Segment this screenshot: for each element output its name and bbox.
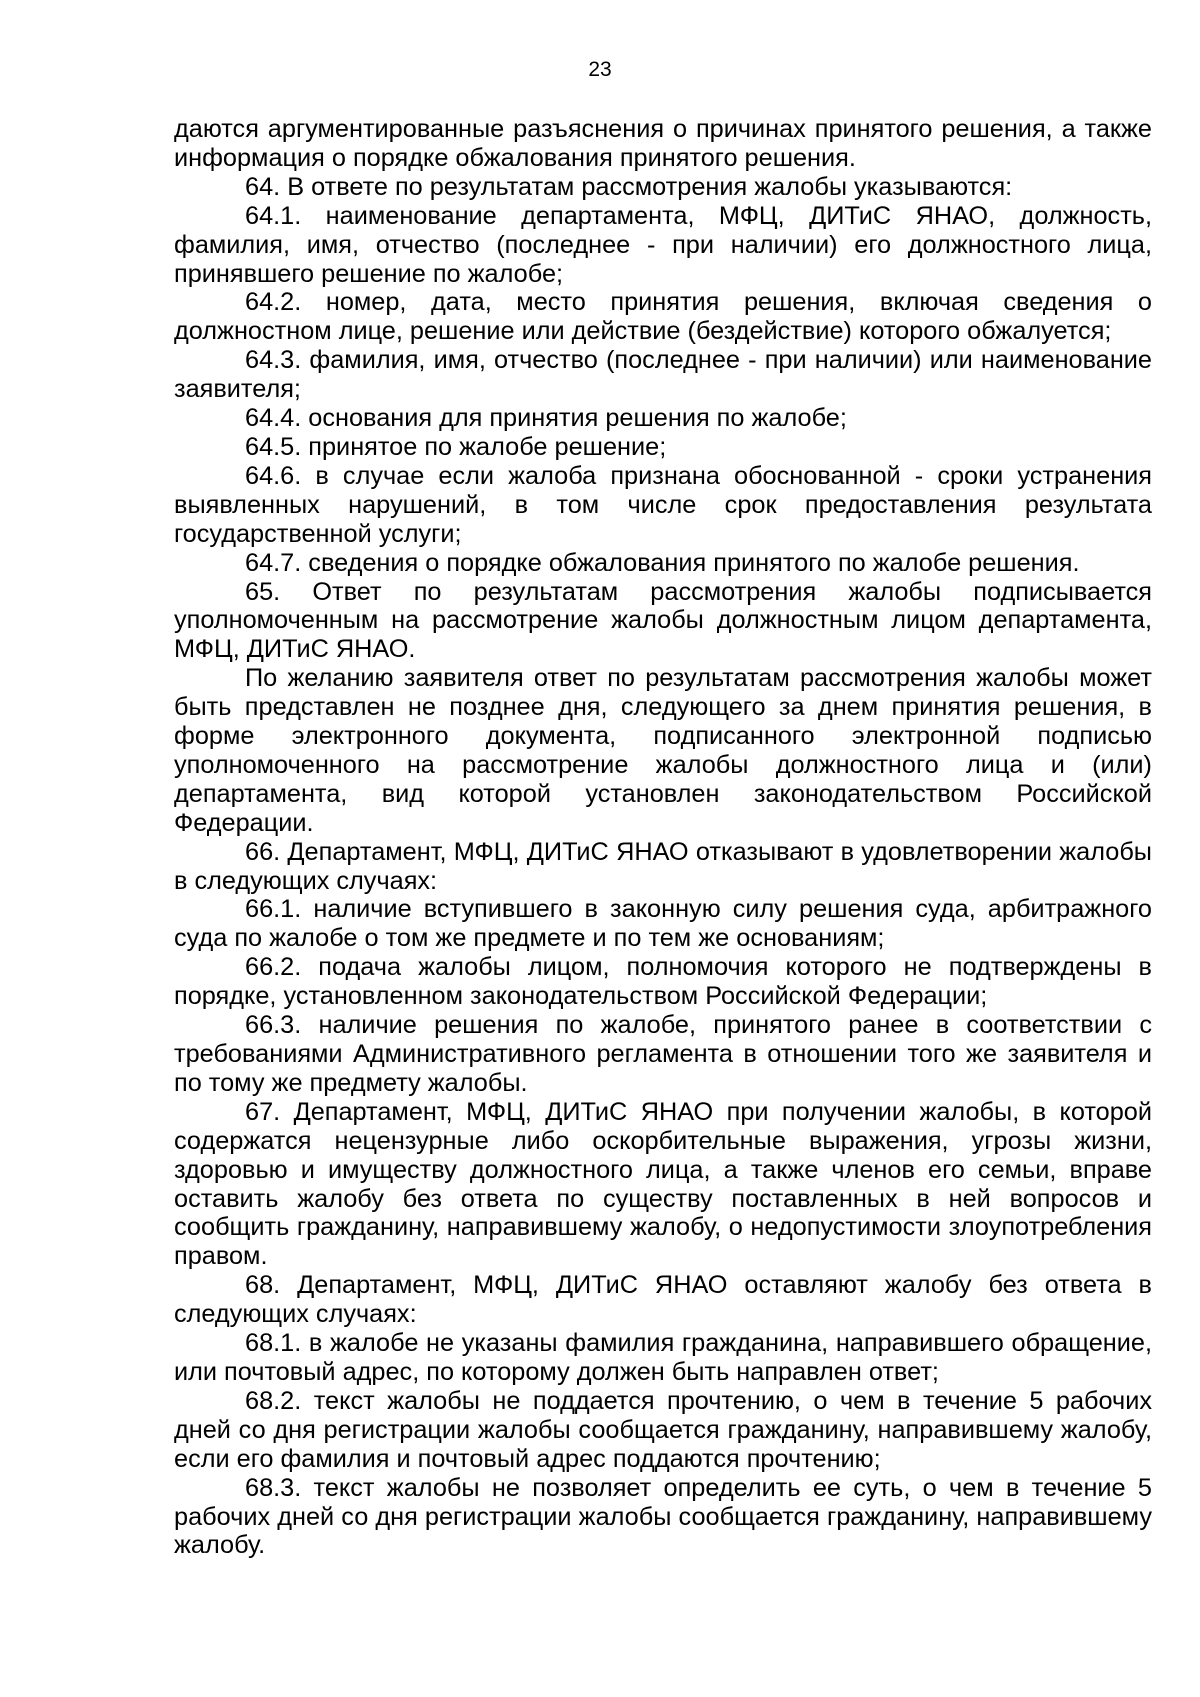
paragraph-64-7: 64.7. сведения о порядке обжалования принятого по жалобе решения. bbox=[245, 548, 1080, 577]
paragraph-64: 64. В ответе по результатам рассмотрения жалобы указываются: bbox=[245, 172, 1013, 201]
paragraph-65-electronic-answer: По желанию заявителя ответ по результатам рассмотрения жалобы может быть представлен не позднее дня, следующего за днем принятия решения, в форме электронного документа, подписанного электронной подписью уполномоченного на рассмотрение жалобы должностного лица и (или) департамента, вид которой установлен законодательством Российской Федерации. bbox=[174, 664, 1152, 837]
paragraph-68-3: 68.3. текст жалобы не позволяет определить ее суть, о чем в течение 5 рабочих дней со дня регистрации жалобы сообщается гражданину, направившему жалобу. bbox=[174, 1473, 1152, 1560]
paragraph-68: 68. Департамент, МФЦ, ДИТиС ЯНАО оставляют жалобу без ответа в следующих случаях: bbox=[174, 1271, 1152, 1329]
paragraph-67: 67. Департамент, МФЦ, ДИТиС ЯНАО при получении жалобы, в которой содержатся нецензурные либо оскорбительные выражения, угрозы жизни, здоровью и имуществу должностного лица, а также членов его семьи, вправе оставить жалобу без ответа по существу поставленных в ней вопросов и сообщить гражданину, направившему жалобу, о недопустимости злоупотребления правом. bbox=[174, 1097, 1152, 1271]
paragraph-64-3: 64.3. фамилия, имя, отчество (последнее - при наличии) или наименование заявителя; bbox=[174, 346, 1152, 404]
paragraph-66-1: 66.1. наличие вступившего в законную силу решения суда, арбитражного суда по жалобе о том же предмете и по тем же основаниям; bbox=[174, 895, 1152, 953]
paragraph-65: 65. Ответ по результатам рассмотрения жалобы подписывается уполномоченным на рассмотрение жалобы должностным лицом департамента, МФЦ, ДИТиС ЯНАО. bbox=[174, 577, 1152, 664]
page-number: 23 bbox=[588, 58, 612, 81]
document-body bbox=[174, 115, 1152, 1560]
paragraph-64-5: 64.5. принятое по жалобе решение; bbox=[245, 432, 667, 461]
paragraph-64-1: 64.1. наименование департамента, МФЦ, ДИТиС ЯНАО, должность, фамилия, имя, отчество (последнее - при наличии) его должностного лица, принявшего решение по жалобе; bbox=[174, 201, 1152, 288]
paragraph-66: 66. Департамент, МФЦ, ДИТиС ЯНАО отказывают в удовлетворении жалобы в следующих случаях: bbox=[174, 837, 1152, 895]
paragraph-64-2: 64.2. номер, дата, место принятия решения, включая сведения о должностном лице, решение или действие (бездействие) которого обжалуется; bbox=[174, 288, 1152, 346]
paragraph-continuation: даются аргументированные разъяснения о причинах принятого решения, а также информация о порядке обжалования принятого решения. bbox=[174, 115, 1152, 172]
paragraph-68-2: 68.2. текст жалобы не поддается прочтению, о чем в течение 5 рабочих дней со дня регистрации жалобы сообщается гражданину, направившему жалобу, если его фамилия и почтовый адрес поддаются прочтению; bbox=[174, 1386, 1152, 1473]
paragraph-66-3: 66.3. наличие решения по жалобе, принятого ранее в соответствии с требованиями Административного регламента в отношении того же заявителя и по тому же предмету жалобы. bbox=[174, 1011, 1152, 1097]
paragraph-64-6: 64.6. в случае если жалоба признана обоснованной - сроки устранения выявленных нарушений, в том числе срок предоставления результата государственной услуги; bbox=[174, 461, 1152, 548]
paragraph-66-2: 66.2. подача жалобы лицом, полномочия которого не подтверждены в порядке, установленном законодательством Российской Федерации; bbox=[174, 953, 1152, 1011]
paragraph-68-1: 68.1. в жалобе не указаны фамилия гражданина, направившего обращение, или почтовый адрес, по которому должен быть направлен ответ; bbox=[174, 1329, 1152, 1386]
paragraph-64-4: 64.4. основания для принятия решения по жалобе; bbox=[245, 404, 847, 433]
